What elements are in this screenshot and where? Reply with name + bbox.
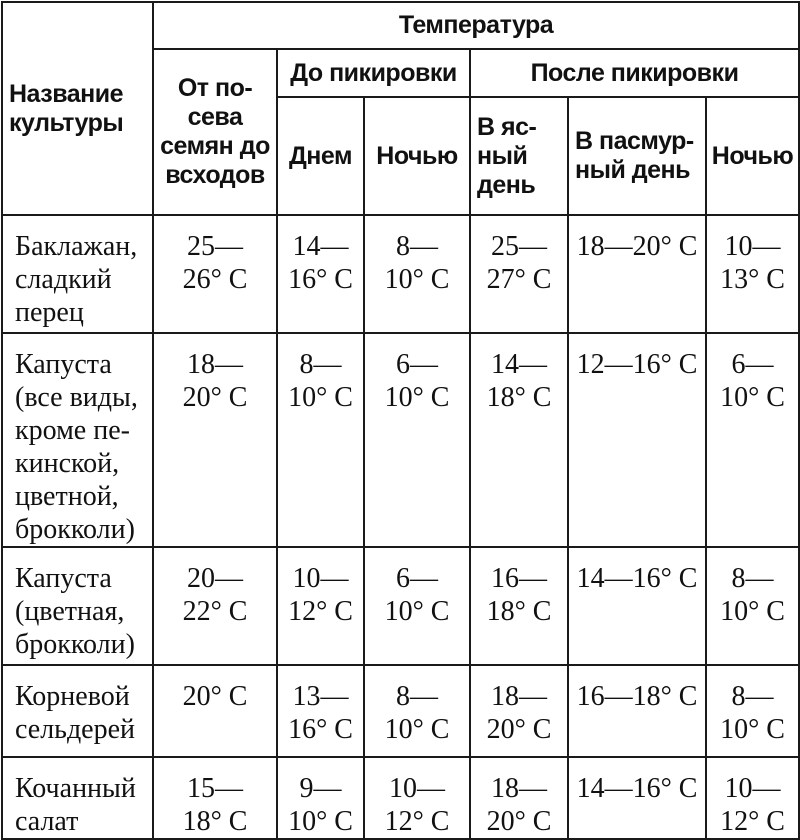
cloudy-day-temp: 16—18° С: [568, 665, 706, 757]
clear-day-temp: 18— 20° С: [470, 665, 568, 757]
day-temp: 8— 10° С: [277, 333, 364, 547]
table-row: [2, 757, 799, 839]
day-temp: 14— 16° С: [277, 215, 364, 333]
day-temp: 13— 16° С: [277, 665, 364, 757]
clear-day-temp: 25— 27° С: [470, 215, 568, 333]
clear-day-temp: 16— 18° С: [470, 547, 568, 665]
header-culture-name: Название культуры: [2, 2, 153, 215]
night-temp: 10— 12° С: [364, 757, 470, 839]
sowing-temp: 18— 20° С: [153, 333, 277, 547]
header-before-pricking: До пикировки: [277, 49, 470, 97]
day-temp: 10— 12° С: [277, 547, 364, 665]
header-day: Днем: [277, 97, 364, 215]
header-cloudy-day: В пасмур- ный день: [568, 97, 706, 215]
night-after-temp: 10— 13° С: [706, 215, 799, 333]
night-temp: 8— 10° С: [364, 665, 470, 757]
sowing-temp: 15— 18° С: [153, 757, 277, 839]
night-after-temp: 10— 12° С: [706, 757, 799, 839]
night-after-temp: 8— 10° С: [706, 547, 799, 665]
night-temp: 6— 10° С: [364, 333, 470, 547]
header-night-after: Ночью: [706, 97, 799, 215]
sowing-temp: 25— 26° С: [153, 215, 277, 333]
header-sowing-to-germination: От по- сева семян до всходов: [153, 49, 277, 215]
cloudy-day-temp: 14—16° С: [568, 547, 706, 665]
table-row: [2, 215, 799, 333]
header-temperature: Температура: [153, 2, 799, 49]
table-row: [2, 665, 799, 757]
temperature-table: [1, 1, 800, 840]
culture-name: Кочанный салат: [2, 757, 153, 839]
sowing-temp: 20— 22° С: [153, 547, 277, 665]
night-after-temp: 8— 10° С: [706, 665, 799, 757]
header-clear-day: В яс- ный день: [470, 97, 568, 215]
cloudy-day-temp: 18—20° С: [568, 215, 706, 333]
sowing-temp: 20° С: [153, 665, 277, 757]
day-temp: 9— 10° С: [277, 757, 364, 839]
culture-name: Капуста (все виды, кроме пе- кинской, цветной, брокколи): [2, 333, 153, 547]
header-night: Ночью: [364, 97, 470, 215]
table-row: [2, 333, 799, 547]
clear-day-temp: 18— 20° С: [470, 757, 568, 839]
culture-name: Баклажан, сладкий перец: [2, 215, 153, 333]
cloudy-day-temp: 12—16° С: [568, 333, 706, 547]
clear-day-temp: 14— 18° С: [470, 333, 568, 547]
night-temp: 6— 10° С: [364, 547, 470, 665]
night-temp: 8— 10° С: [364, 215, 470, 333]
culture-name: Капуста (цветная, брокколи): [2, 547, 153, 665]
culture-name: Корневой сельдерей: [2, 665, 153, 757]
header-after-pricking: После пикировки: [470, 49, 799, 97]
table-row: [2, 547, 799, 665]
cloudy-day-temp: 14—16° С: [568, 757, 706, 839]
night-after-temp: 6— 10° С: [706, 333, 799, 547]
